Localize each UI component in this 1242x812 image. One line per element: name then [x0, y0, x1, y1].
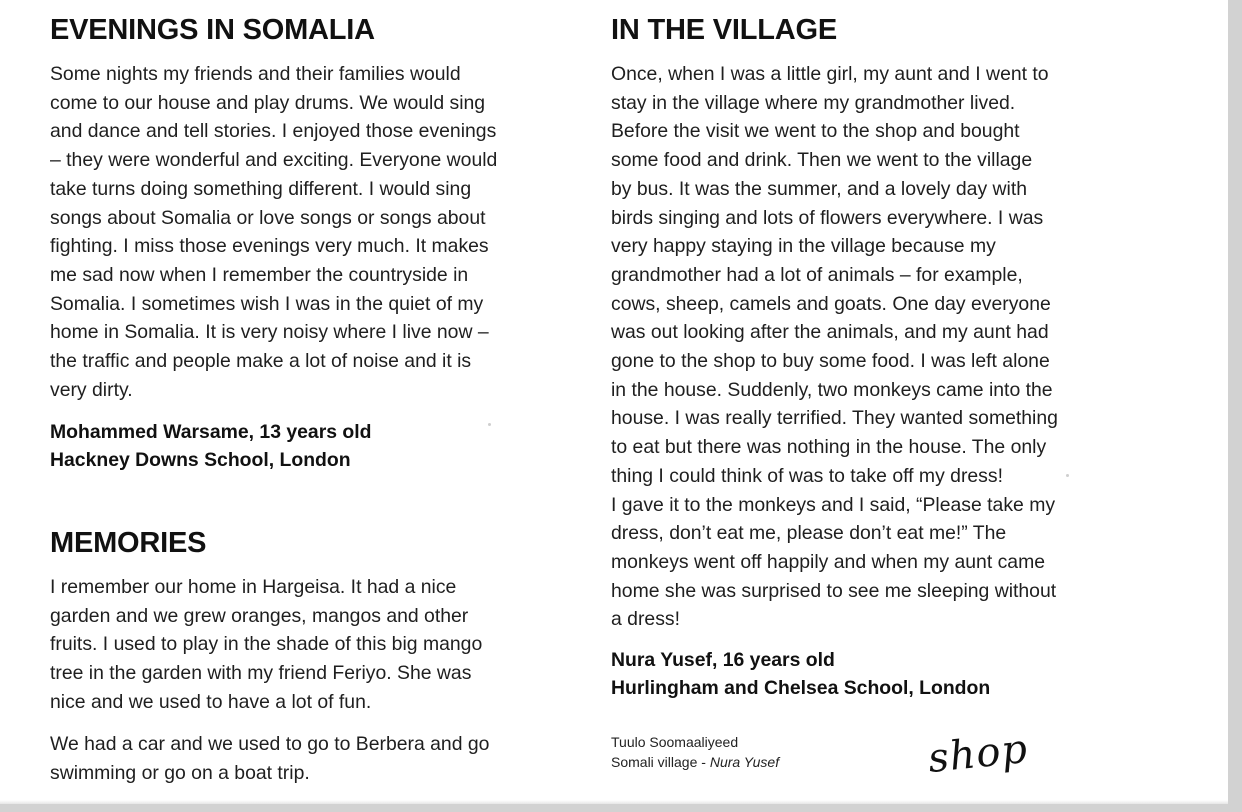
memories-paragraph-2: We had a car and we used to go to Berbera and go swimming or go on a boat trip. — [50, 733, 490, 784]
heading-in-the-village: IN THE VILLAGE — [611, 14, 837, 46]
school-hurlingham: Hurlingham and Chelsea School, London — [611, 677, 991, 699]
memories-paragraph-1: I remember our home in Hargeisa. It had a nice garden and we grew oranges, mangos and other fruits. I used to play in the shade of this big mango tree in the garden with my friend Feriyo. She was nice and we used to have a lot of fun. — [50, 576, 483, 713]
village-body-text: Once, when I was a little girl, my aunt and I went to stay in the village where my grandmother lived. Before the visit we went to the shop and bought some food and drink. Then we went to the village by bus. It was the summer, and a lovely day with birds singing and lots of flowers everywhere. I was very happy staying in the village because my grandmother had a lot of animals – for example, cows, sheep, camels and goats. One day everyone was out looking after the animals, and my aunt had gone to the shop to buy some food. I was left alone in the house. Suddenly, two monkeys came into the house. I was really terrified. They wanted something to eat but there was nothing in the house. The only thing I could think of was to take off my dress! I gave it to the monkeys and I said, “Please take my dress, don’t eat me, please don’t eat me!” The monkeys went off happily and when my aunt came home she was surprised to see me sleeping without a dress! — [611, 63, 1058, 631]
caption-line-2 — [611, 752, 779, 772]
scan-speck — [1066, 474, 1069, 477]
caption-author: Nura Yusef — [709, 754, 780, 770]
scan-speck — [488, 423, 491, 426]
heading-memories: MEMORIES — [50, 527, 207, 559]
handwritten-shop-label: shop — [925, 725, 1031, 783]
image-caption — [611, 732, 779, 772]
caption-line-1: Tuulo Soomaaliyeed — [611, 734, 739, 750]
school-hackney: Hackney Downs School, London — [50, 449, 351, 471]
caption-prefix: Somali village - — [611, 754, 710, 770]
page-bottom-edge — [0, 800, 1228, 804]
author-nura: Nura Yusef, 16 years old — [611, 649, 835, 671]
author-mohammed: Mohammed Warsame, 13 years old — [50, 421, 372, 443]
evenings-body-text: Some nights my friends and their families would come to our house and play drums. We would sing and dance and tell stories. I enjoyed those evenings – they were wonderful and exciting. Everyone would take turns doing something different. I would sing songs about Somalia or love songs or songs about fighting. I miss those evenings very much. It makes me sad now when I remember the countryside in Somalia. I sometimes wish I was in the quiet of my home in Somalia. It is very noisy where I live now – the traffic and people make a lot of noise and it is very dirty. — [50, 63, 498, 401]
heading-evenings-in-somalia: EVENINGS IN SOMALIA — [50, 14, 375, 46]
